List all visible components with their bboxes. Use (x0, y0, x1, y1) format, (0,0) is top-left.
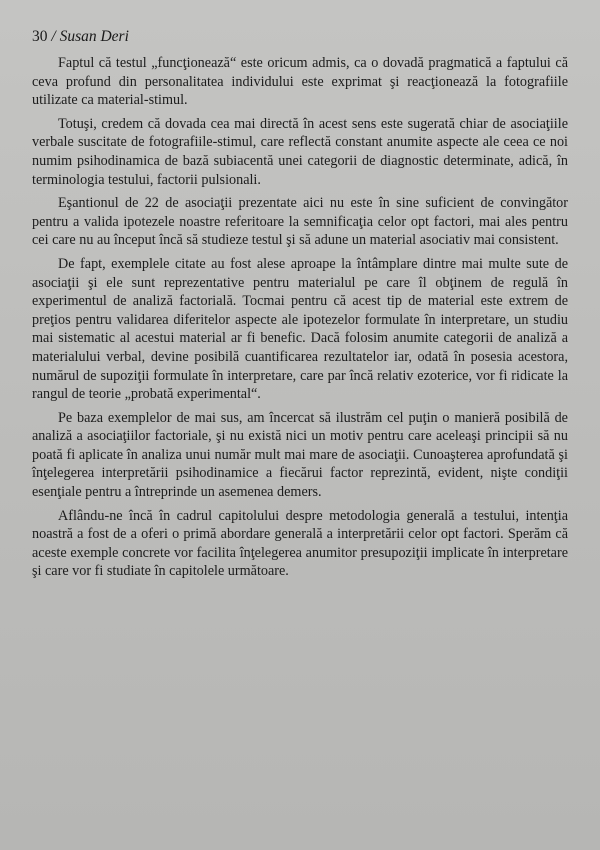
paragraph-6: Aflându-ne încă în cadrul capitolului despre metodologia generală a testului, intenţia noastră a fost de a oferi o primă abordare generală a interpretării celor opt factori. Sperăm că aceste exemple concrete vor facilita înţelegerea anumitor presupoziţii implicate în interpretare şi care vor fi studiate în capitolele următoare. (32, 507, 568, 580)
author-name: Susan Deri (59, 28, 129, 45)
paragraph-4: De fapt, exemplele citate au fost alese aproape la întâmplare dintre mai multe sute de asociaţii şi ele sunt reprezentative pentru materialul pe care îl obţinem de regulă în experimentul de analiză factorială. Tocmai pentru că acest tip de material este extrem de preţios pentru validarea diferitelor aspecte ale ipotezelor formulate în interpretare, un studiu mai sistematic al acestui material ar fi benefic. Dacă folosim anumite categorii de analiză a materialului verbal, devine posibilă cuantificarea rezultatelor iar, odată în posesia acestora, numărul de supoziţii formulate în interpretare, care par încă relativ ezoterice, vor fi ridicate la rangul de teorie „probată experimental“. (32, 255, 568, 403)
paragraph-3: Eşantionul de 22 de asociaţii prezentate aici nu este în sine suficient de convingător pentru a valida ipotezele noastre referitoare la semnificaţia celor opt factori, mai ales pentru cei care nu au început încă să studieze testul şi să adune un material asociativ mai consistent. (32, 195, 568, 249)
header-separator: / (51, 28, 56, 45)
paragraph-2: Totuşi, credem că dovada cea mai directă în acest sens este sugerată chiar de asociaţiile verbale suscitate de fotografiile-stimul, care reflectă constant anumite aspecte ale ceea ce noi numim psihodinamica de bază subiacentă unei categorii de diagnostic determinate, adică, în terminologia testului, factorii pulsionali. (32, 115, 568, 188)
body-text (32, 54, 568, 586)
paragraph-5: Pe baza exemplelor de mai sus, am încercat să ilustrăm cel puţin o manieră posibilă de analiză a asociaţiilor factoriale, şi nu există nici un motiv pentru care aceleaşi principii să nu poată fi aplicate în analiza unui număr mult mai mare de asociaţii. Cunoaşterea aprofundată şi înţelegerea interpretării psihodinamice a fiecărui factor reprezintă, evident, nişte condiţii esenţiale pentru a întreprinde un asemenea demers. (32, 409, 568, 501)
running-head (32, 28, 129, 46)
paragraph-1: Faptul că testul „funcţionează“ este oricum admis, ca o dovadă pragmatică a faptului că ceva profund din personalitatea individului este exprimat şi reacţionează la fotografiile utilizate ca material-stimul. (32, 55, 568, 109)
page-number: 30 (32, 28, 48, 45)
